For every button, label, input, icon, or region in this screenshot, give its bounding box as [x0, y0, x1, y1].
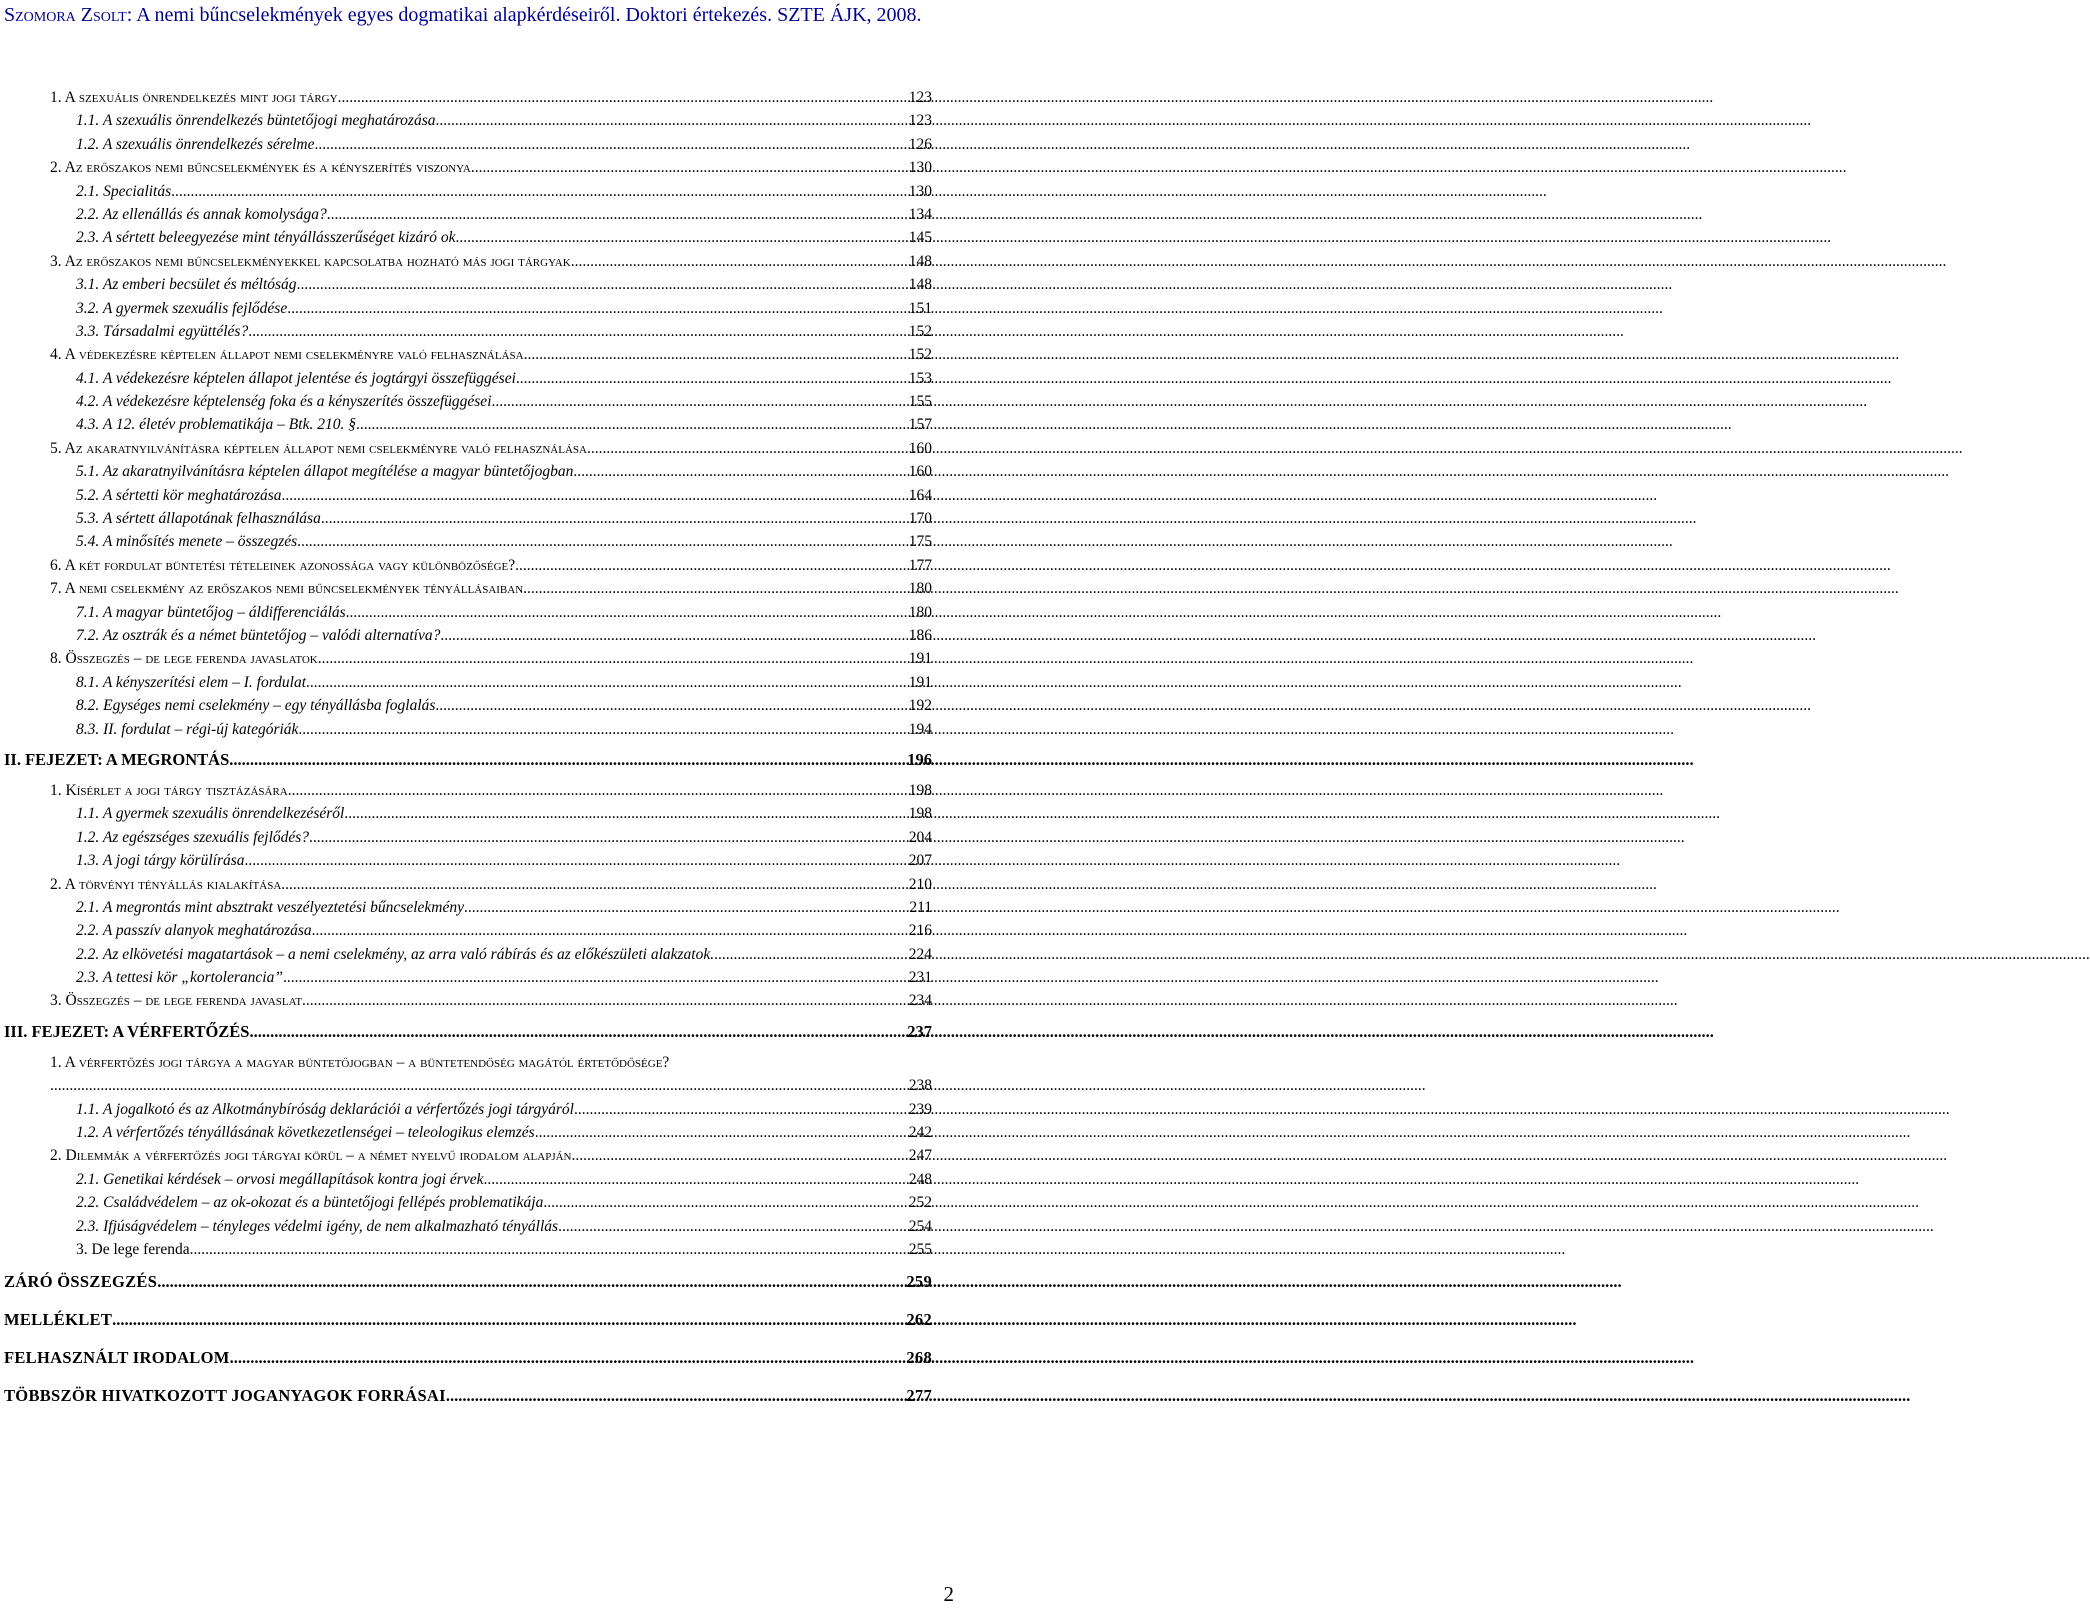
toc-entry-label: 4.2. A védekezésre képtelenség foka és a kényszerítés összefüggései	[76, 393, 492, 411]
toc-entry[interactable]	[4, 203, 932, 226]
toc-entry[interactable]	[4, 826, 932, 849]
toc-leader-dots	[446, 1379, 904, 1413]
toc-entry-label: 1.1. A gyermek szexuális önrendelkezéséről	[76, 805, 345, 823]
toc-entry-label: 8. Összegzés – de lege ferenda javaslatok	[50, 650, 318, 668]
toc-entry[interactable]	[4, 484, 932, 507]
toc-entry[interactable]	[4, 779, 932, 802]
toc-entry[interactable]	[4, 694, 932, 717]
toc-entry-page: 259	[906, 1272, 932, 1292]
toc-leader-dots	[558, 1215, 907, 1238]
toc-leader-dots	[248, 320, 907, 343]
toc-entry-label: 2.1. Genetikai kérdések – orvosi megállapítások kontra jogi érvek	[76, 1170, 484, 1188]
toc-entry-page: 192	[908, 697, 932, 715]
toc-entry-label: 2.1. A megrontás mint absztrakt veszélyeztetési bűncselekmény	[76, 898, 464, 916]
toc-entry-page: 180	[908, 580, 932, 598]
toc-leader-dots	[288, 779, 907, 802]
toc-leader-dots	[306, 671, 907, 694]
toc-leader-dots	[302, 989, 907, 1012]
toc-entry[interactable]	[4, 896, 932, 919]
toc-leader-dots	[312, 919, 907, 942]
toc-entry-page: 145	[908, 229, 932, 247]
toc-entry-page: 277	[906, 1386, 932, 1406]
toc-leader-dots	[346, 601, 907, 624]
toc-entry[interactable]	[4, 1098, 932, 1121]
toc-entry[interactable]	[4, 437, 932, 460]
toc-leader-dots	[515, 554, 907, 577]
toc-entry-label: 1. A vérfertőzés jogi tárgya a magyar büntetőjogban – a büntetendőség magától értetődősége?	[50, 1053, 670, 1071]
toc-leader-dots	[327, 203, 907, 226]
toc-entry-page: 198	[908, 805, 932, 823]
toc-leader-dots	[50, 1074, 907, 1097]
toc-leader-dots	[492, 390, 907, 413]
toc-entry-label: 8.3. II. fordulat – régi-új kategóriák	[76, 720, 299, 738]
toc-entry-page: 164	[908, 486, 932, 504]
toc-leader-dots	[157, 1265, 904, 1299]
toc-entry-label: 1.2. A vérfertőzés tényállásának következetlenségei – teleologikus elemzés	[76, 1124, 535, 1142]
toc-entry-page: 196	[907, 749, 932, 769]
toc-entry-page: 242	[908, 1124, 932, 1142]
toc-entry-page: 152	[908, 346, 932, 364]
toc-entry-page: 191	[908, 673, 932, 691]
toc-entry-label: 5.2. A sértetti kör meghatározása	[76, 486, 282, 504]
toc-entry-page: 130	[908, 159, 932, 177]
toc-entry[interactable]	[4, 320, 932, 343]
toc-leader-dots	[318, 647, 907, 670]
toc-entry-label: 2.3. A tettesi kör „kortolerancia”	[76, 969, 283, 987]
toc-entry[interactable]	[4, 554, 932, 577]
toc-leader-dots	[309, 826, 907, 849]
toc-entry-page: 239	[908, 1100, 932, 1118]
toc-entry-label: 3.3. Társadalmi együttélés?	[76, 322, 249, 340]
toc-entry-page: 180	[908, 603, 932, 621]
toc-entry-page: 247	[908, 1147, 932, 1165]
toc-entry[interactable]	[4, 647, 932, 670]
toc-entry-label: 2. Dilemmák a vérfertőzés jogi tárgyai körül – a német nyelvű irodalom alapján	[50, 1147, 572, 1165]
toc-entry-label: 3. Összegzés – de lege ferenda javaslat	[50, 992, 303, 1010]
toc-entry-label: 5. Az akaratnyilvánításra képtelen állapot nemi cselekményre való felhasználása	[50, 439, 587, 457]
toc-leader-dots	[171, 180, 907, 203]
toc-entry-page: 126	[908, 135, 932, 153]
toc-entry-label: 1.2. Az egészséges szexuális fejlődés?	[76, 828, 310, 846]
toc-entry[interactable]	[4, 919, 932, 942]
toc-entry[interactable]	[4, 873, 932, 896]
toc-entry-label: 2.2. Az ellenállás és annak komolysága?	[76, 205, 327, 223]
toc-leader-dots	[572, 1144, 907, 1167]
toc-entry-page: 151	[908, 299, 932, 317]
toc-entry[interactable]	[4, 624, 932, 647]
toc-entry-label: 3.1. Az emberi becsület és méltóság	[76, 276, 297, 294]
toc-leader-dots	[483, 1168, 906, 1191]
toc-entry-page: 262	[906, 1310, 932, 1330]
toc-leader-dots	[574, 1098, 907, 1121]
toc-leader-dots	[230, 1341, 905, 1375]
toc-leader-dots	[245, 849, 907, 872]
toc-leader-dots	[190, 1238, 907, 1261]
toc-entry[interactable]	[4, 86, 932, 109]
toc-entry[interactable]	[4, 1379, 932, 1413]
toc-entry-page: 123	[908, 112, 932, 130]
toc-entry[interactable]	[4, 530, 932, 553]
toc-leader-dots	[543, 1191, 906, 1214]
toc-leader-dots	[281, 873, 906, 896]
toc-entry-page: 254	[908, 1217, 932, 1235]
toc-leader-dots	[344, 802, 906, 825]
toc-leader-dots	[435, 109, 906, 132]
toc-entry[interactable]	[4, 1121, 932, 1144]
toc-entry-page: 160	[908, 463, 932, 481]
toc-leader-dots	[297, 530, 907, 553]
toc-entry[interactable]	[4, 1191, 932, 1214]
toc-leader-dots	[287, 297, 907, 320]
toc-entry-label: 7.2. Az osztrák és a német büntetőjog – valódi alternatíva?	[76, 626, 441, 644]
header-title: A nemi bűncselekmények egyes dogmatikai alapkérdéseiről. Doktori értekezés. SZTE ÁJK, 2008.	[136, 4, 922, 26]
toc-entry-page: 175	[908, 533, 932, 551]
toc-entry-label: MELLÉKLET	[4, 1310, 113, 1330]
toc-leader-dots	[471, 156, 907, 179]
toc-entry-label: 2.2. Családvédelem – az ok-okozat és a büntetőjogi fellépés problematikája	[76, 1194, 544, 1212]
page-number: 2	[943, 1582, 954, 1606]
toc-entry-label: 3. Az erőszakos nemi bűncselekményekkel kapcsolatba hozható más jogi tárgyak	[50, 252, 571, 270]
toc-entry[interactable]	[4, 273, 932, 296]
toc-entry[interactable]	[4, 1265, 932, 1299]
toc-leader-dots	[464, 896, 907, 919]
toc-leader-dots	[321, 507, 907, 530]
toc-entry[interactable]	[4, 460, 932, 483]
toc-entry-label: 2.3. Ifjúságvédelem – tényleges védelmi igény, de nem alkalmazható tényállás	[76, 1217, 559, 1235]
toc-entry-page: 134	[908, 205, 932, 223]
toc-entry[interactable]	[4, 367, 932, 390]
toc-entry-page: 170	[908, 510, 932, 528]
toc-entry-label: 1.3. A jogi tárgy körülírása	[76, 852, 245, 870]
toc-entry[interactable]	[4, 577, 932, 600]
toc-entry-page: 177	[908, 556, 932, 574]
toc-entry-label: 8.1. A kényszerítési elem – I. fordulat	[76, 673, 307, 691]
toc-entry-page: 155	[908, 393, 932, 411]
toc-entry-page: 237	[907, 1021, 932, 1041]
toc-entry-page: 268	[906, 1348, 932, 1368]
toc-entry-label: 2.3. A sértett beleegyezése mint tényállásszerűséget kizáró ok	[76, 229, 456, 247]
toc-entry-label: 8.2. Egységes nemi cselekmény – egy tényállásba foglalás	[76, 697, 436, 715]
toc-entry-page: 207	[908, 852, 932, 870]
toc-entry-label: III. FEJEZET: A VÉRFERTŐZÉS	[4, 1021, 250, 1041]
toc-entry-page: 152	[908, 322, 932, 340]
toc-entry[interactable]	[4, 507, 932, 530]
toc-entry-page: 186	[908, 626, 932, 644]
toc-entry[interactable]	[4, 1238, 932, 1261]
toc-entry[interactable]	[4, 745, 932, 775]
toc-entry-label: 5.3. A sértett állapotának felhasználása	[76, 510, 321, 528]
toc-entry-page: 231	[908, 969, 932, 987]
toc-entry-label: 1.1. A szexuális önrendelkezés büntetőjogi meghatározása	[76, 112, 436, 130]
toc-entry-page: 252	[908, 1194, 932, 1212]
toc-leader-dots	[456, 226, 907, 249]
toc-entry-page: 148	[908, 252, 932, 270]
toc-entry-label: TÖBBSZÖR HIVATKOZOTT JOGANYAGOK FORRÁSAI	[4, 1386, 446, 1406]
toc-entry-label: FELHASZNÁLT IRODALOM	[4, 1348, 230, 1368]
toc-entry[interactable]	[4, 250, 932, 273]
toc-entry-label: 7. A nemi cselekmény az erőszakos nemi bűncselekmények tényállásaiban	[50, 580, 524, 598]
toc-entry[interactable]	[4, 966, 932, 989]
toc-entry-label: 2.2. Az elkövetési magatartások – a nemi cselekmény, az arra való rábírás és az előkészületi alakzatok.	[76, 945, 715, 963]
toc-entry-page: 211	[909, 898, 932, 916]
toc-entry-page: 210	[908, 875, 932, 893]
toc-entry-label: ZÁRÓ ÖSSZEGZÉS	[4, 1272, 158, 1292]
toc-entry-label: II. FEJEZET: A MEGRONTÁS	[4, 749, 230, 769]
toc-entry-page: 191	[908, 650, 932, 668]
toc-entry[interactable]	[4, 1051, 932, 1074]
toc-entry-page: 238	[908, 1077, 932, 1095]
toc-entry-page: 255	[908, 1240, 932, 1258]
toc-entry-label: 5.1. Az akaratnyilvánításra képtelen állapot megítélése a magyar büntetőjogban	[76, 463, 574, 481]
toc-entry[interactable]	[4, 1074, 932, 1097]
toc-entry-page: 224	[908, 945, 932, 963]
toc-entry[interactable]	[4, 1215, 932, 1238]
toc-entry-page: 153	[908, 369, 932, 387]
toc-entry-label: 5.4. A minősítés menete – összegzés	[76, 533, 298, 551]
toc-entry-page: 130	[908, 182, 932, 200]
toc-leader-dots	[516, 367, 907, 390]
page-header	[4, 2, 944, 28]
toc-leader-dots	[338, 86, 907, 109]
toc-entry-label: 1. Kísérlet a jogi tárgy tisztázására	[50, 781, 288, 799]
toc-entry[interactable]	[4, 343, 932, 366]
toc-leader-dots	[523, 577, 907, 600]
toc-leader-dots	[714, 943, 907, 966]
toc-leader-dots	[587, 437, 907, 460]
toc-entry[interactable]	[4, 180, 932, 203]
toc-entry-label: 1. A szexuális önrendelkezés mint jogi tárgy	[50, 89, 338, 106]
toc-entry[interactable]	[4, 297, 932, 320]
toc-entry-label: 2.2. A passzív alanyok meghatározása	[76, 922, 312, 940]
toc-entry-label: 1.1. A jogalkotó és az Alkotmánybíróság deklarációi a vérfertőzés jogi tárgyáról	[76, 1100, 574, 1118]
toc-leader-dots	[298, 718, 906, 741]
toc-entry[interactable]	[4, 943, 932, 966]
toc-leader-dots	[535, 1121, 907, 1144]
toc-entry-label: 4.3. A 12. életév problematikája – Btk. 210. §	[76, 416, 356, 434]
toc-leader-dots	[112, 1303, 904, 1337]
toc-entry-label: 2. Az erőszakos nemi bűncselekmények és a kényszerítés viszonya	[50, 159, 471, 177]
toc-entry[interactable]	[4, 109, 932, 132]
toc-entry[interactable]	[4, 849, 932, 872]
toc-entry[interactable]	[4, 1303, 932, 1337]
toc-entry-label: 4.1. A védekezésre képtelen állapot jelentése és jogtárgyi összefüggései	[76, 369, 516, 387]
toc-entry-page: 204	[908, 828, 932, 846]
toc-entry[interactable]	[4, 390, 932, 413]
toc-leader-dots	[356, 413, 907, 436]
toc-entry[interactable]	[4, 671, 932, 694]
toc-leader-dots	[229, 745, 905, 775]
toc-entry[interactable]	[4, 1341, 932, 1375]
toc-entry-label: 6. A két fordulat büntetési tételeinek azonossága vagy különbözősége?	[50, 556, 516, 574]
toc-entry[interactable]	[4, 802, 932, 825]
toc-entry-page: 248	[908, 1170, 932, 1188]
toc-entry[interactable]	[4, 1017, 932, 1047]
toc-entry[interactable]	[4, 1168, 932, 1191]
toc-entry[interactable]	[4, 989, 932, 1012]
toc-entry-page: 194	[908, 720, 932, 738]
toc-leader-dots	[573, 460, 906, 483]
toc-entry-label: 3. De lege ferenda	[76, 1240, 190, 1258]
toc-leader-dots	[571, 250, 907, 273]
table-of-contents	[4, 86, 932, 1413]
toc-entry-page: 234	[908, 992, 932, 1010]
toc-entry-page: 157	[908, 416, 932, 434]
toc-entry-label: 1.2. A szexuális önrendelkezés sérelme	[76, 135, 315, 153]
toc-leader-dots	[282, 484, 907, 507]
toc-leader-dots	[524, 343, 907, 366]
toc-entry-label: 2.1. Specialitás	[76, 182, 172, 200]
toc-entry-label: 7.1. A magyar büntetőjog – áldifferenciálás	[76, 603, 346, 621]
toc-leader-dots	[297, 273, 907, 296]
toc-entry[interactable]	[4, 601, 932, 624]
toc-entry-label: 3.2. A gyermek szexuális fejlődése	[76, 299, 288, 317]
toc-entry[interactable]	[4, 133, 932, 156]
toc-leader-dots	[283, 966, 907, 989]
toc-entry[interactable]	[4, 718, 932, 741]
toc-leader-dots	[435, 694, 906, 717]
toc-entry-page: 198	[908, 781, 932, 799]
toc-leader-dots	[249, 1017, 905, 1047]
toc-entry[interactable]	[4, 1144, 932, 1167]
toc-entry-page: 148	[908, 276, 932, 294]
header-author: Szomora Zsolt:	[4, 4, 133, 26]
toc-entry-page: 216	[908, 922, 932, 940]
toc-leader-dots	[314, 133, 906, 156]
toc-entry-label: 2. A törvényi tényállás kialakítása	[50, 875, 282, 893]
toc-entry-page: 123	[908, 89, 932, 106]
toc-entry-label: 4. A védekezésre képtelen állapot nemi cselekményre való felhasználása	[50, 346, 524, 364]
toc-entry[interactable]	[4, 413, 932, 436]
toc-entry[interactable]	[4, 226, 932, 249]
toc-entry-page: 160	[908, 439, 932, 457]
toc-leader-dots	[440, 624, 906, 647]
toc-entry[interactable]	[4, 156, 932, 179]
